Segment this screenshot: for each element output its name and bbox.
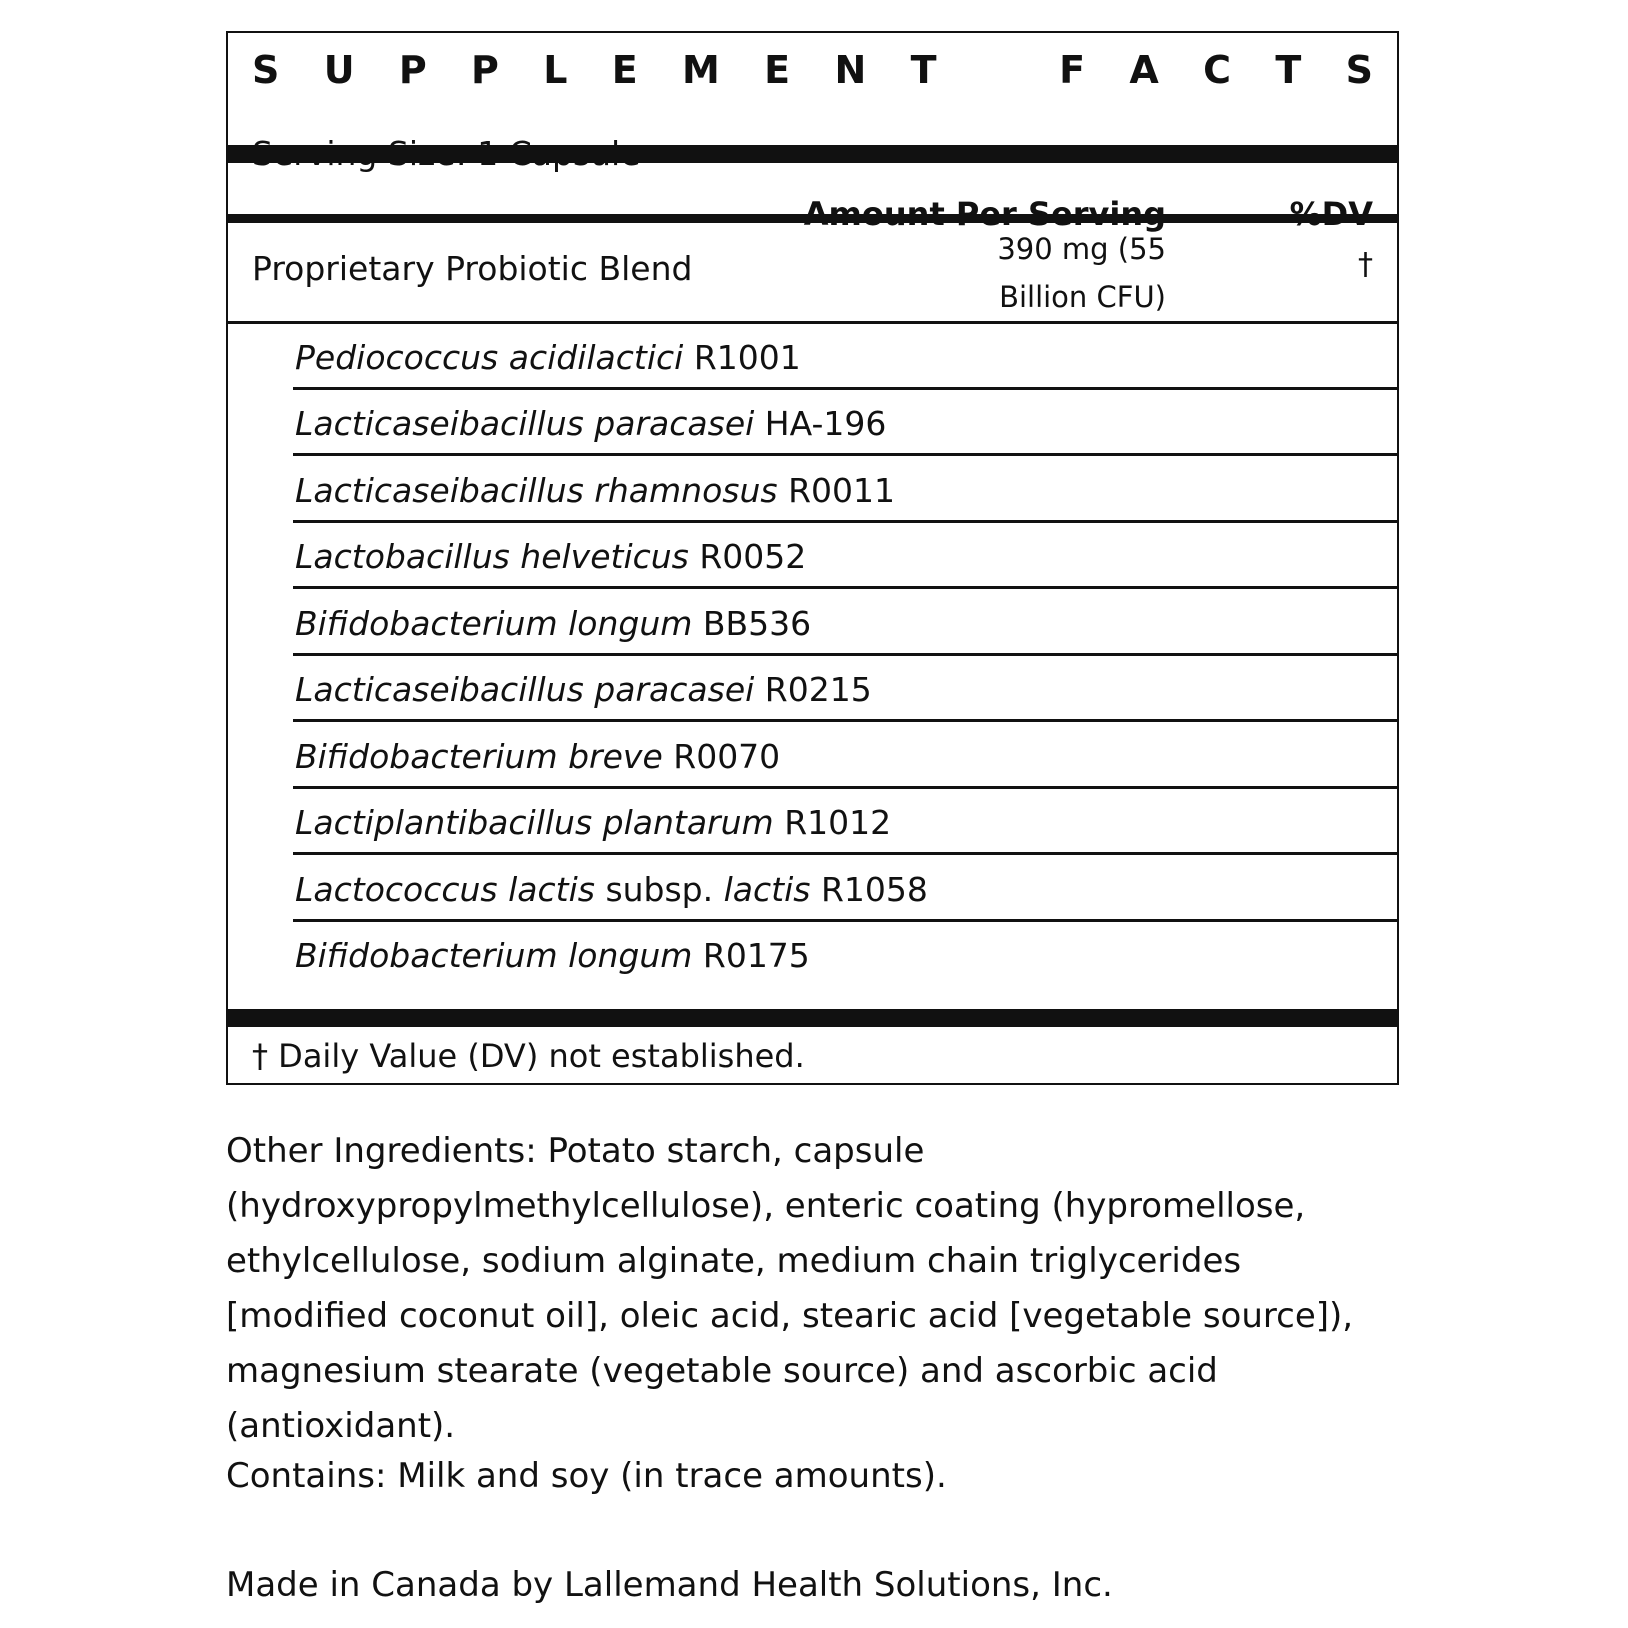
strain-divider [293, 919, 1397, 922]
manufacturer-statement: Made in Canada by Lallemand Health Solutions, Inc. [226, 1565, 1113, 1605]
strain-row [295, 668, 872, 712]
blend-amount-line: Billion CFU) [999, 280, 1166, 314]
strain-divider [293, 453, 1397, 456]
dv-footnote: † Daily Value (DV) not established. [252, 1037, 805, 1075]
strain-divider [293, 786, 1397, 789]
title-letter: S [1345, 48, 1373, 92]
blend-amount [966, 225, 1166, 321]
strain-species: Bifidobacterium breve [295, 737, 663, 776]
strain-code: R0175 [702, 936, 810, 975]
strain-row [295, 801, 891, 845]
strain-row [295, 602, 811, 646]
strain-code: R0070 [673, 737, 781, 776]
strain-row [295, 402, 886, 446]
strain-divider [293, 852, 1397, 855]
strain-code: R1001 [693, 338, 801, 377]
strain-row [295, 469, 895, 513]
blend-row [228, 221, 1397, 323]
title-letter: A [1129, 48, 1159, 92]
title-letter: T [1275, 48, 1302, 92]
strain-row [295, 535, 806, 579]
strain-divider [293, 520, 1397, 523]
other-ingredients: Other Ingredients: Potato starch, capsule (hydroxypropylmethylcellulose), enteric coating (hypromellose, ethylcellulose, sodium alginate, medium chain triglycerides [modified coconut oil], oleic acid, stearic acid [vegetable source]), magnesium stearate (vegetable source) and ascorbic acid (antioxidant). [226, 1131, 1354, 1446]
strain-code: R0215 [764, 670, 872, 709]
title-letter: C [1203, 48, 1232, 92]
title-letter: M [682, 48, 720, 92]
strain-code: R1058 [820, 870, 928, 909]
strain-species: Lactiplantibacillus plantarum [295, 803, 774, 842]
strain-code: HA-196 [764, 404, 887, 443]
strain-divider [293, 387, 1397, 390]
title-letter: N [834, 48, 867, 92]
strain-species: Lactococcus lactis [295, 870, 595, 909]
title-letter: E [611, 48, 638, 92]
strain-row [295, 735, 780, 779]
title-letter: P [398, 48, 427, 92]
strain-subsp: subsp. [605, 870, 714, 909]
title-letter: F [1059, 48, 1086, 92]
strain-species: Lacticaseibacillus paracasei [295, 404, 755, 443]
blend-divider [228, 321, 1397, 324]
strain-code: BB536 [702, 604, 812, 643]
strain-divider [293, 586, 1397, 589]
title-letter: E [764, 48, 791, 92]
strain-species: Pediococcus acidilactici [295, 338, 684, 377]
title-letter: S [252, 48, 280, 92]
strain-species: Bifidobacterium longum [295, 936, 693, 975]
strain-species: Lactobacillus helveticus [295, 537, 689, 576]
strain-code: R0052 [699, 537, 807, 576]
allergen-statement: Contains: Milk and soy (in trace amounts). [226, 1456, 947, 1496]
title-letter: U [323, 48, 355, 92]
thick-divider-bottom [228, 1009, 1397, 1027]
blend-amount-line: 390 mg (55 [997, 232, 1166, 266]
strain-species: lactis [723, 870, 811, 909]
title-letter: P [471, 48, 499, 92]
panel-title [252, 40, 1373, 100]
strain-code: R0011 [788, 471, 895, 510]
strain-species: Lacticaseibacillus rhamnosus [295, 471, 778, 510]
strain-row [295, 336, 801, 380]
strain-species: Lacticaseibacillus paracasei [295, 670, 755, 709]
blend-name: Proprietary Probiotic Blend [252, 249, 693, 288]
blend-dv-dagger: † [1358, 247, 1373, 282]
strain-code: R1012 [784, 803, 892, 842]
title-letter: L [543, 48, 568, 92]
strain-row [295, 868, 928, 912]
strain-divider [293, 653, 1397, 656]
title-letter: T [910, 48, 937, 92]
strain-row [295, 934, 810, 978]
supplement-facts-panel [226, 31, 1399, 1085]
thick-divider-top [228, 145, 1397, 163]
strain-divider [293, 719, 1397, 722]
strain-species: Bifidobacterium longum [295, 604, 693, 643]
